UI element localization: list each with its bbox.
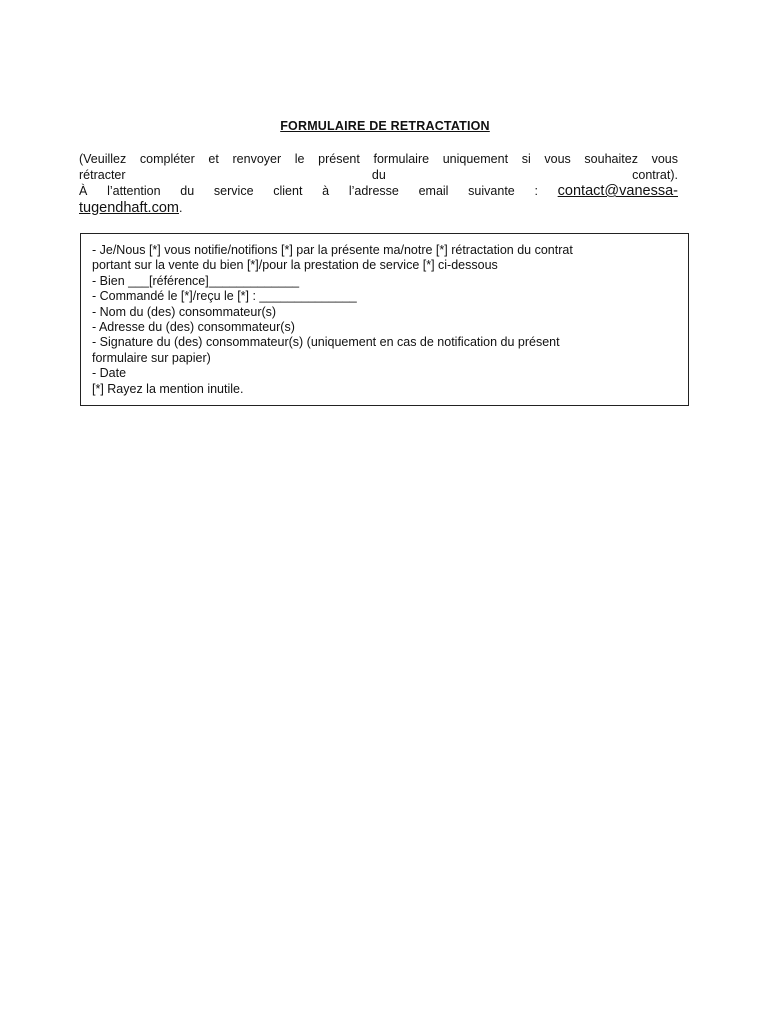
form-line-nom: - Nom du (des) consommateur(s) [92,304,277,319]
form-line-commande: - Commandé le [*]/reçu le [*] : ______________ [92,289,357,304]
intro-line-3 [79,183,678,199]
form-line-date: - Date [92,366,127,381]
intro-line-1: (Veuillez compléter et renvoyer le présent formulaire uniquement si vous souhaitez vous [79,152,678,166]
form-line: - Je/Nous [*] vous notifie/notifions [*] par la présente ma/notre [*] rétractation du contrat [92,243,573,257]
form-line-signature: - Signature du (des) consommateur(s) (uniquement en cas de notification du présent [92,335,560,350]
email-link-part-1[interactable]: contact@vanessa- [557,183,678,199]
intro-line-4 [79,200,678,216]
intro-paragraph [79,151,678,216]
form-line-signature-cont: formulaire sur papier) [92,350,211,365]
document-title: FORMULAIRE DE RETRACTATION [280,119,490,133]
intro-line-3-text: À l’attention du service client à l’adresse email suivante : [79,184,538,198]
email-suffix: . [178,201,183,215]
email-link-part-2[interactable]: tugendhaft.com [79,200,179,216]
form-line-adresse: - Adresse du (des) consommateur(s) [92,320,295,335]
retraction-form-box [80,233,689,406]
form-line: portant sur la vente du bien [*]/pour la prestation de service [*] ci-dessous [92,258,498,273]
form-line-bien: - Bien ___[référence]_____________ [92,273,300,288]
form-footnote: [*] Rayez la mention inutile. [92,381,244,396]
intro-line-2: rétracter du contrat). [79,168,678,182]
